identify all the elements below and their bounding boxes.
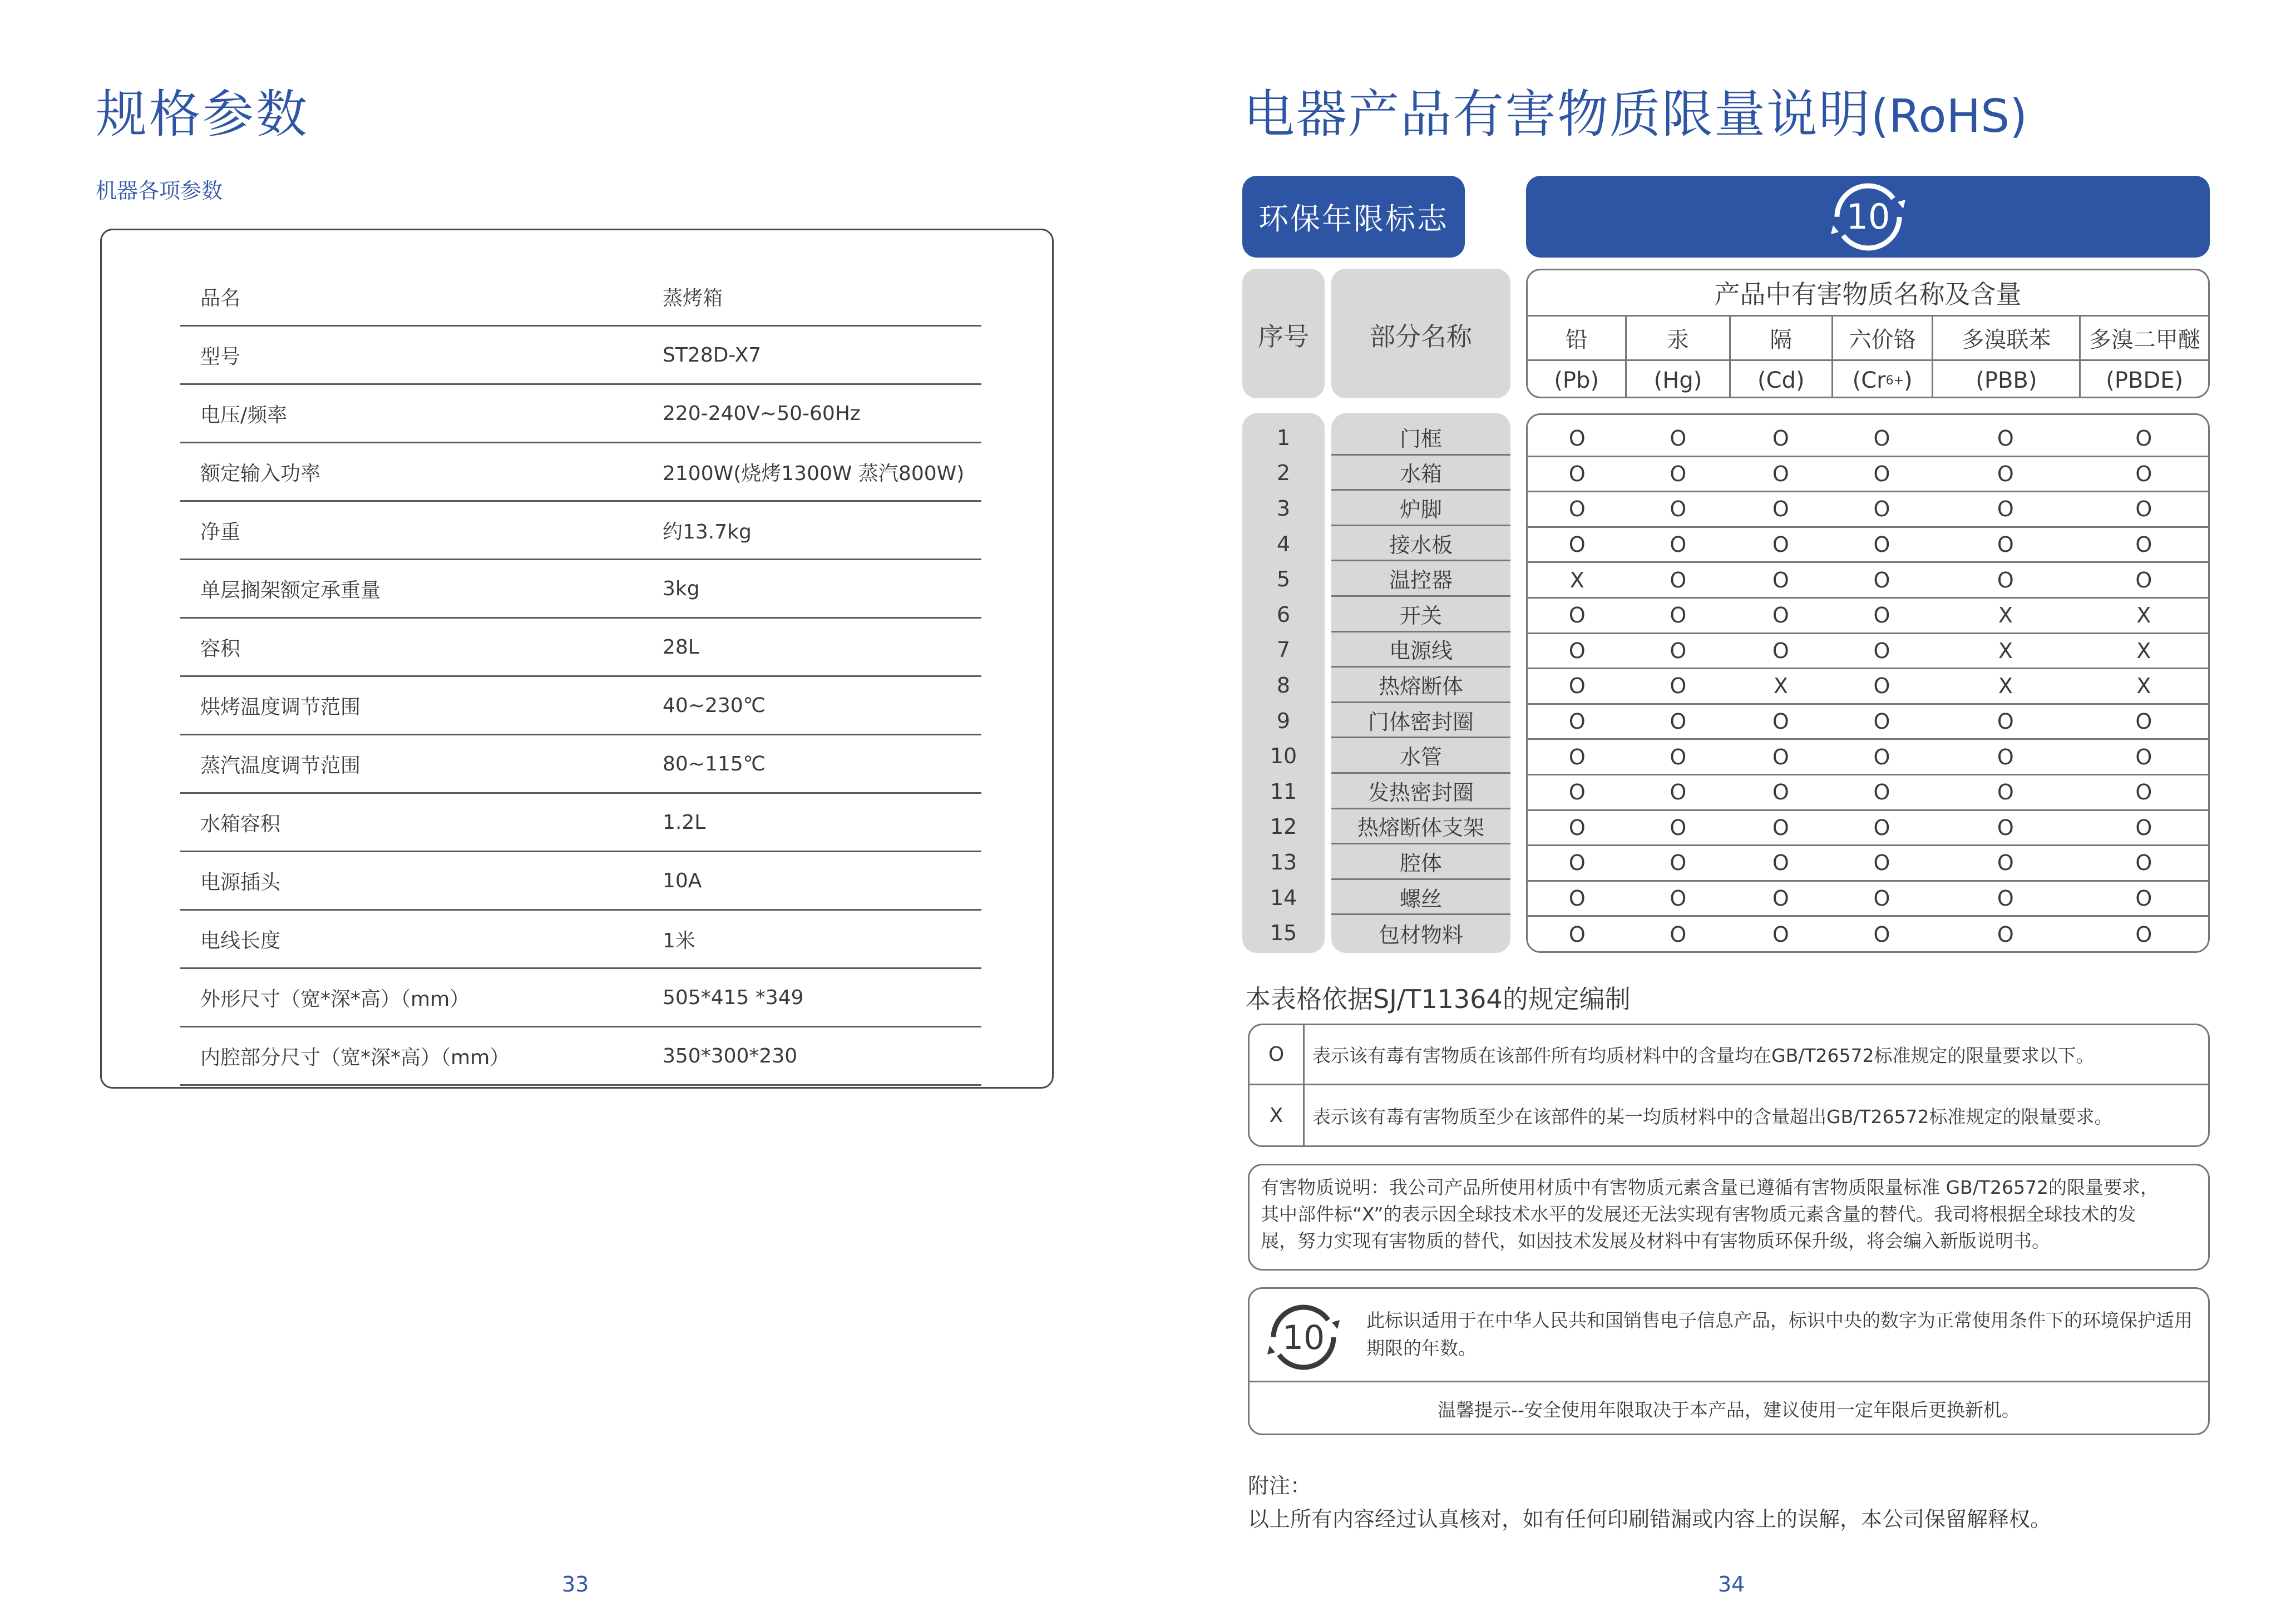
rohs-title: 电器产品有害物质限量说明 (1243, 85, 1872, 144)
row-part: 电源线 (1331, 632, 1510, 668)
row-seq: 11 (1270, 779, 1297, 804)
legend-table (1248, 1024, 2210, 1147)
substance-mark: O (2135, 922, 2152, 947)
substance-name: 六价铬 (1833, 317, 1932, 361)
substance-symbol-text: (PBDE) (2106, 368, 2184, 393)
substance-mark: O (2135, 744, 2152, 769)
substance-mark: O (1997, 461, 2014, 486)
row-part: 热熔断体支架 (1331, 809, 1510, 845)
substance-mark: O (1873, 567, 1890, 592)
substance-mark: O (1568, 886, 1586, 911)
row-seq: 8 (1276, 673, 1291, 698)
row-seq: 3 (1276, 496, 1291, 521)
logo-description: 此标识适用于在中华人民共和国销售电子信息产品，标识中央的数字为正常使用条件下的环境保护适用期限的年数。 (1366, 1309, 2193, 1359)
substance-mark: O (1873, 709, 1890, 734)
substance-mark: O (1772, 567, 1789, 592)
spec-row (180, 793, 981, 852)
substance-mark: O (1568, 851, 1586, 876)
substance-mark: O (1772, 922, 1789, 947)
substance-row (1528, 634, 2208, 670)
substance-mark: O (1772, 815, 1789, 840)
substance-symbol (1833, 361, 1932, 398)
spec-row (180, 501, 981, 560)
spec-key: 额定输入功率 (180, 443, 643, 501)
substance-column (1731, 317, 1833, 398)
substance-mark: O (1772, 497, 1789, 522)
spec-panel (100, 229, 1054, 1089)
substance-row (1528, 775, 2208, 811)
substance-mark: X (2136, 638, 2151, 663)
substance-row (1528, 882, 2208, 917)
spec-key: 电压/频率 (180, 384, 643, 443)
substance-mark: O (1772, 532, 1789, 557)
substance-row (1528, 811, 2208, 847)
substance-row (1528, 492, 2208, 528)
row-part: 开关 (1331, 597, 1510, 632)
legend-row (1250, 1025, 2208, 1085)
substance-mark: O (2135, 815, 2152, 840)
substance-mark: O (1772, 461, 1789, 486)
row-seq: 10 (1270, 744, 1297, 769)
substance-caption: 产品中有害物质名称及含量 (1528, 270, 2208, 317)
substance-mark: O (1997, 851, 2014, 876)
substance-mark: X (1773, 674, 1788, 699)
note-line: 有害物质说明：我公司产品所使用材质中有害物质元素含量已遵循有害物质限量标准 GB/T26572的限量要求， (1261, 1177, 2159, 1198)
substance-mark: O (1997, 567, 2014, 592)
substance-mark: O (1568, 780, 1586, 805)
substance-symbol (1627, 361, 1729, 398)
page-number-left: 33 (562, 1572, 589, 1597)
row-seq: 14 (1270, 885, 1297, 910)
basis-text: 本表格依据SJ/T11364的规定编制 (1245, 984, 1631, 1014)
part-column (1331, 413, 1510, 953)
note-line: 展，努力实现有害物质的替代，如因技术发展及材料中有害物质环保升级，将会编入新版说明书。 (1261, 1230, 2050, 1252)
legend-row (1250, 1085, 2208, 1145)
row-seq: 9 (1276, 708, 1291, 733)
footnote-title: 附注： (1248, 1474, 1312, 1498)
row-part: 温控器 (1331, 561, 1510, 597)
substance-mark: O (2135, 780, 2152, 805)
row-part: 发热密封圈 (1331, 774, 1510, 809)
row-part: 门框 (1331, 420, 1510, 456)
row-seq: 12 (1270, 814, 1297, 839)
spec-key: 电源插头 (180, 852, 643, 910)
seq-column (1242, 413, 1325, 953)
substance-data-table (1526, 413, 2210, 953)
substance-mark: O (1997, 922, 2014, 947)
spec-row (180, 910, 981, 968)
spec-table (180, 268, 981, 1086)
substance-name: 铅 (1528, 317, 1625, 361)
substance-mark: O (1568, 744, 1586, 769)
safety-tip: 温馨提示--安全使用年限取决于本产品，建议使用一定年限后更换新机。 (1438, 1399, 2020, 1421)
substance-mark: O (1873, 744, 1890, 769)
substance-symbol-sup: 6+ (1885, 373, 1904, 388)
substance-column (2081, 317, 2208, 398)
legend-text: 表示该有毒有害物质在该部件所有均质材料中的含量均在GB/T26572标准规定的限量要求以下。 (1312, 1045, 2095, 1066)
substance-mark: O (1772, 744, 1789, 769)
substance-mark: O (1997, 709, 2014, 734)
row-seq: 4 (1276, 531, 1291, 556)
substance-mark: O (1772, 851, 1789, 876)
spec-value: 3kg (643, 560, 981, 618)
substance-mark: O (1997, 780, 2014, 805)
substance-mark: O (1772, 886, 1789, 911)
spec-row (180, 735, 981, 793)
substance-mark: O (2135, 567, 2152, 592)
substance-mark: O (1873, 426, 1890, 451)
substance-name: 多溴二甲醚 (2081, 317, 2208, 361)
page-subtitle-left: 机器各项参数 (96, 179, 223, 203)
page-title-left: 规格参数 (96, 85, 310, 144)
spec-key: 水箱容积 (180, 793, 643, 852)
substance-mark: O (1772, 780, 1789, 805)
substance-mark: O (2135, 461, 2152, 486)
row-seq: 2 (1276, 461, 1291, 486)
substance-mark: O (1670, 567, 1687, 592)
spec-value: 10A (643, 852, 981, 910)
substance-mark: O (1568, 603, 1586, 628)
substance-symbol-text: (Pb) (1554, 368, 1599, 393)
substance-mark: O (2135, 851, 2152, 876)
row-part: 包材物料 (1378, 922, 1463, 947)
spec-value: 80~115℃ (643, 735, 981, 793)
substance-column (1528, 317, 1627, 398)
substance-mark: O (1997, 426, 2014, 451)
substance-name: 汞 (1627, 317, 1729, 361)
substance-mark: O (1670, 674, 1687, 699)
row-seq: 6 (1276, 602, 1291, 627)
page-title-right (1243, 85, 2028, 144)
substance-mark: O (1670, 709, 1687, 734)
spec-key: 烘烤温度调节范围 (180, 676, 643, 735)
substance-row (1528, 740, 2208, 775)
substance-name: 多溴联苯 (1933, 317, 2079, 361)
spec-key: 型号 (180, 326, 643, 384)
substance-mark: O (1670, 815, 1687, 840)
recycle-10-icon (1826, 181, 1910, 253)
substance-mark: O (1873, 780, 1890, 805)
legend-symbol: O (1250, 1025, 1305, 1084)
substance-mark: O (1873, 603, 1890, 628)
substance-symbol (1933, 361, 2079, 398)
rohs-title-en: (RoHS) (1871, 90, 2028, 143)
substance-symbol-text: (Hg) (1653, 368, 1702, 393)
substance-mark: O (1670, 780, 1687, 805)
spec-row (180, 326, 981, 384)
logo-explanation (1248, 1287, 2210, 1435)
spec-key: 单层搁架额定承重量 (180, 560, 643, 618)
substance-mark: O (1670, 603, 1687, 628)
row-part: 门体密封圈 (1331, 703, 1510, 739)
row-seq: 15 (1270, 921, 1297, 946)
spec-value: 约13.7kg (643, 501, 981, 560)
row-part: 接水板 (1331, 526, 1510, 562)
spec-value: 1.2L (643, 793, 981, 852)
spec-value: 40~230℃ (643, 676, 981, 735)
substance-mark: O (1873, 815, 1890, 840)
footnote-text: 以上所有内容经过认真核对，如有任何印刷错漏或内容上的误解，本公司保留解释权。 (1248, 1507, 2052, 1531)
substance-mark: O (1568, 532, 1586, 557)
spec-key: 电线长度 (180, 910, 643, 968)
substance-mark: O (1568, 674, 1586, 699)
substance-row (1528, 669, 2208, 705)
env-logo-banner (1526, 176, 2210, 258)
substance-mark: O (1997, 532, 2014, 557)
substance-mark: O (1568, 638, 1586, 663)
hazard-note (1248, 1164, 2210, 1271)
substance-mark: O (1670, 922, 1687, 947)
substance-row (1528, 917, 2208, 952)
substance-mark: O (1997, 744, 2014, 769)
substance-symbol-text: (PBB) (1976, 368, 2037, 393)
substance-mark: O (1873, 461, 1890, 486)
substance-column (1833, 317, 1933, 398)
substance-mark: O (1873, 532, 1890, 557)
substance-mark: O (2135, 426, 2152, 451)
spec-row (180, 268, 981, 326)
spec-key: 品名 (180, 268, 643, 326)
substance-mark: O (1568, 709, 1586, 734)
substance-mark: O (1997, 815, 2014, 840)
substance-mark: X (1998, 674, 2013, 699)
spec-value: 1米 (643, 910, 981, 968)
spec-value: 350*300*230 (643, 1027, 981, 1085)
substance-mark: O (1997, 497, 2014, 522)
logo-number-small: 10 (1282, 1318, 1325, 1357)
row-seq: 13 (1270, 849, 1297, 874)
substance-row (1528, 563, 2208, 599)
substance-row (1528, 457, 2208, 493)
spec-row (180, 968, 981, 1027)
substance-mark: O (2135, 497, 2152, 522)
spec-row (180, 1027, 981, 1085)
substance-mark: O (2135, 709, 2152, 734)
substance-mark: O (1997, 886, 2014, 911)
substance-mark: O (1670, 426, 1687, 451)
row-seq: 5 (1276, 567, 1291, 592)
header-seq: 序号 (1242, 269, 1325, 398)
header-part: 部分名称 (1331, 269, 1510, 398)
spec-key: 内腔部分尺寸（宽*深*高）（mm） (180, 1027, 643, 1085)
row-part: 螺丝 (1331, 880, 1510, 916)
substance-symbol (1731, 361, 1831, 398)
substance-mark: O (1568, 461, 1586, 486)
page-number-right: 34 (1718, 1572, 1745, 1597)
substance-symbol (1528, 361, 1625, 398)
substance-mark: O (1670, 638, 1687, 663)
spec-value: ST28D-X7 (643, 326, 981, 384)
substance-mark: O (1873, 638, 1890, 663)
spec-key: 蒸汽温度调节范围 (180, 735, 643, 793)
substance-row (1528, 422, 2208, 457)
substance-mark: O (1670, 461, 1687, 486)
substance-mark: X (2136, 603, 2151, 628)
legend-symbol: X (1250, 1085, 1305, 1145)
substance-row (1528, 599, 2208, 634)
spec-value: 2100W(烧烤1300W 蒸汽800W) (643, 443, 981, 501)
substance-mark: O (1670, 851, 1687, 876)
spec-value: 505*415 *349 (643, 968, 981, 1027)
spec-key: 容积 (180, 618, 643, 676)
substance-mark: O (1873, 922, 1890, 947)
row-part: 水箱 (1331, 456, 1510, 491)
substance-header (1526, 269, 2210, 398)
substance-mark: O (2135, 532, 2152, 557)
substance-mark: O (1772, 709, 1789, 734)
substance-mark: O (1873, 497, 1890, 522)
legend-text: 表示该有毒有害物质至少在该部件的某一均质材料中的含量超出GB/T26572标准规定的限量要求。 (1312, 1105, 2113, 1128)
spec-key: 外形尺寸（宽*深*高）（mm） (180, 968, 643, 1027)
substance-mark: O (1873, 674, 1890, 699)
substance-mark: O (1568, 497, 1586, 522)
substance-mark: O (1670, 744, 1687, 769)
substance-name: 隔 (1731, 317, 1831, 361)
spec-value: 28L (643, 618, 981, 676)
spec-row (180, 618, 981, 676)
substance-mark: O (1568, 426, 1586, 451)
substance-mark: X (2136, 674, 2151, 699)
spec-row (180, 676, 981, 735)
env-label: 环保年限标志 (1242, 176, 1465, 258)
note-line: 其中部件标“X”的表示因全球技术水平的发展还无法实现有害物质元素含量的替代。我司将根据全球技术的发 (1261, 1203, 2136, 1225)
substance-row (1528, 846, 2208, 882)
row-part: 炉脚 (1331, 491, 1510, 526)
spec-row (180, 384, 981, 443)
row-part: 水管 (1331, 738, 1510, 774)
row-seq: 7 (1276, 637, 1291, 663)
substance-mark: X (1569, 567, 1584, 592)
substance-mark: O (1873, 851, 1890, 876)
substance-mark: O (1772, 603, 1789, 628)
substance-symbol-text: (Cr (1852, 368, 1886, 393)
substance-mark: O (1568, 815, 1586, 840)
logo-number: 10 (1846, 196, 1890, 237)
substance-row (1528, 528, 2208, 564)
row-part: 热熔断体 (1331, 668, 1510, 703)
substance-mark: O (1670, 497, 1687, 522)
spec-value: 蒸烤箱 (643, 268, 981, 326)
substance-mark: O (1568, 922, 1586, 947)
spec-key: 净重 (180, 501, 643, 560)
substance-mark: O (2135, 886, 2152, 911)
substance-symbol-tail: ) (1904, 368, 1913, 393)
substance-symbol (2081, 361, 2208, 398)
substance-column (1627, 317, 1730, 398)
substance-symbol-text: (Cd) (1757, 368, 1805, 393)
substance-mark: O (1772, 426, 1789, 451)
substance-mark: X (1998, 603, 2013, 628)
substance-mark: X (1998, 638, 2013, 663)
recycle-10-icon-small (1262, 1301, 1345, 1373)
substance-mark: O (1670, 886, 1687, 911)
substance-mark: O (1873, 886, 1890, 911)
substance-column (1933, 317, 2081, 398)
substance-row (1528, 705, 2208, 740)
row-seq: 1 (1276, 425, 1291, 450)
spec-row (180, 560, 981, 618)
substance-mark: O (1670, 532, 1687, 557)
spec-row (180, 443, 981, 501)
row-part: 腔体 (1331, 844, 1510, 880)
spec-row (180, 852, 981, 910)
substance-mark: O (1772, 638, 1789, 663)
spec-value: 220-240V~50-60Hz (643, 384, 981, 443)
